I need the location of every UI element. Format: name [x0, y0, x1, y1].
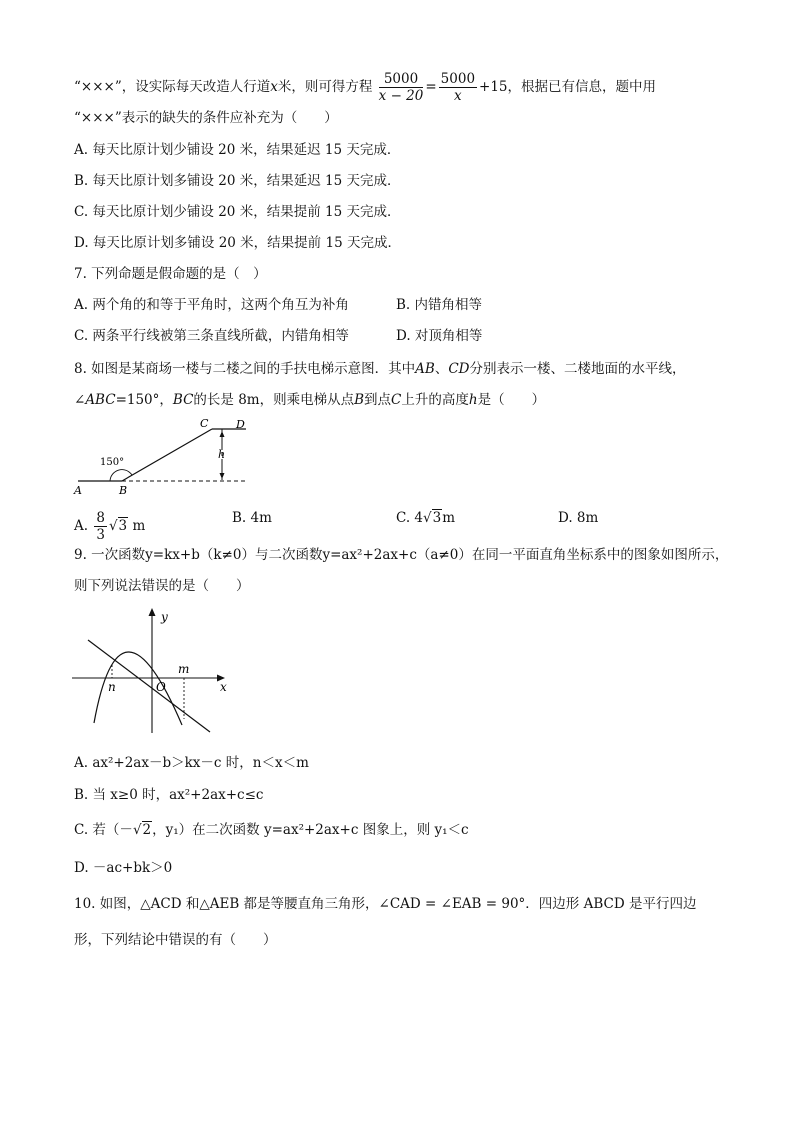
q8-label-c: C — [200, 417, 209, 430]
q7-option-a: A. 两个角的和等于平角时，这两个角互为补角 — [74, 297, 349, 313]
q10-stem-line1: 10. 如图，△ACD 和△AEB 都是等腰直角三角形，∠CAD = ∠EAB = 90°．四边形 ABCD 是平行四边 — [74, 896, 697, 912]
q8-option-c-unit: m — [442, 510, 456, 526]
q6-numerator-2: 5000 — [440, 71, 476, 87]
q6-tail: +15，根据已有信息，题中用 — [479, 79, 657, 95]
q6-option-a: A. 每天比原计划少铺设 20 米，结果延迟 15 天完成． — [74, 142, 401, 158]
q8-option-c-root-sign: √ — [423, 510, 432, 526]
q8-label-h: h — [218, 448, 226, 461]
q6-option-b: B. 每天比原计划多铺设 20 米，结果延迟 15 天完成． — [74, 173, 401, 189]
q8-h: h — [468, 392, 478, 408]
q8-sep: 、 — [434, 361, 449, 377]
q8-point-c: C — [391, 392, 402, 408]
q6-stem-line1 — [74, 71, 656, 104]
q9-y-axis-arrowhead — [149, 608, 156, 616]
q8-escalator-bc — [122, 429, 212, 481]
q10-stem-line2: 形，下列结论中错误的有（ ） — [74, 932, 277, 948]
q8-option-b: B. 4m — [232, 510, 272, 526]
q8-ab: AB — [415, 361, 435, 377]
q9-option-c-root-sign: √ — [132, 822, 142, 838]
q8-line2-e: 上升的高度 — [401, 392, 469, 408]
q6-mid: 米，则可得方程 — [277, 79, 373, 95]
q8-option-c-radicand: 3 — [432, 510, 442, 526]
q6-option-d: D. 每天比原计划多铺设 20 米，结果提前 15 天完成． — [74, 235, 401, 251]
q8-angle-arc — [110, 470, 132, 481]
q6-var-x: x — [270, 79, 278, 95]
q8-option-a-prefix: A. — [74, 518, 89, 534]
q8-line2-d: 到点 — [364, 392, 392, 408]
q6-stem-line2: “×××”表示的缺失的条件应补充为（ ） — [74, 110, 338, 126]
q8-option-d: D. 8m — [558, 510, 599, 526]
q8-option-a-fraction — [94, 510, 107, 543]
q6-fraction-1 — [379, 71, 424, 104]
q7-option-c: C. 两条平行线被第三条直线所截，内错角相等 — [74, 328, 349, 344]
q8-h-arrowhead-up — [220, 431, 225, 437]
q6-fraction-2 — [439, 71, 477, 104]
q9-graph-figure — [70, 605, 235, 735]
q8-label-b: B — [119, 484, 128, 497]
q6-denominator-2: x — [454, 88, 462, 104]
q6-numerator-1: 5000 — [379, 71, 424, 88]
q9-option-d: D. －ac+bk＞0 — [74, 860, 173, 876]
q6-denominator-1: x − 20 — [378, 88, 424, 104]
q8-option-a-unit: m — [132, 518, 146, 534]
q8-bc: BC — [172, 392, 194, 408]
q8-line2-f: 是（ ） — [477, 392, 546, 408]
q8-stem-line2 — [74, 390, 545, 410]
q8-label-a: A — [74, 484, 82, 497]
q9-label-n: n — [108, 680, 116, 694]
q8-option-c — [396, 508, 455, 528]
q8-stem-text-b: 分别表示一楼、二楼地面的水平线， — [469, 361, 686, 377]
q8-option-a-denominator: 3 — [96, 527, 105, 543]
q8-cd: CD — [448, 361, 470, 377]
q8-label-d: D — [236, 418, 245, 431]
q8-option-a — [74, 510, 145, 543]
q8-h-arrowhead-down — [220, 473, 225, 479]
q8-option-a-root-sign: √ — [108, 518, 118, 534]
q7-option-d: D. 对顶角相等 — [396, 328, 483, 344]
q9-label-x: x — [220, 680, 227, 694]
q8-option-a-radicand: 3 — [118, 518, 128, 534]
q8-line2-c: 的长是 8m，则乘电梯从点 — [193, 392, 355, 408]
q7-option-b: B. 内错角相等 — [396, 297, 483, 313]
q7-stem: 7. 下列命题是假命题的是（ ） — [74, 266, 267, 282]
q8-angle-label: 150° — [100, 457, 125, 468]
q9-label-y: y — [161, 610, 168, 624]
q8-escalator-figure — [70, 415, 260, 500]
q9-stem-line1: 9. 一次函数y=kx+b（k≠0）与二次函数y=ax²+2ax+c（a≠0）在同一平面直角坐标系中的图象如图所示， — [74, 547, 729, 563]
q8-abc: ABC — [85, 392, 116, 408]
q8-stem-text-a: 8. 如图是某商场一楼与二楼之间的手扶电梯示意图．其中 — [74, 361, 416, 377]
q8-option-c-prefix: C. 4 — [396, 510, 424, 526]
q9-label-m: m — [178, 662, 190, 676]
q8-stem-line1 — [74, 359, 686, 379]
q9-option-a: A. ax²+2ax－b＞kx－c 时，n＜x＜m — [74, 755, 309, 771]
q9-option-c-radicand: 2 — [142, 822, 152, 838]
q9-option-b: B. 当 x≥0 时，ax²+2ax+c≤c — [74, 787, 264, 803]
q9-option-c — [74, 820, 469, 840]
q9-stem-line2: 则下列说法错误的是（ ） — [74, 578, 250, 594]
q8-angle-sign: ∠ — [74, 392, 86, 408]
q6-lead: “×××”，设实际每天改造人行道 — [74, 79, 271, 95]
q9-linear-line — [88, 640, 210, 732]
q6-option-c: C. 每天比原计划少铺设 20 米，结果提前 15 天完成． — [74, 204, 401, 220]
q9-label-o: O — [156, 680, 166, 694]
q8-point-b: B — [354, 392, 365, 408]
q6-equals: = — [425, 79, 437, 95]
q9-option-c-text-b: ，y₁）在二次函数 y=ax²+2ax+c 图象上，则 y₁＜c — [152, 822, 469, 838]
q9-option-c-text-a: C. 若（－ — [74, 822, 133, 838]
q8-option-a-numerator: 8 — [96, 510, 105, 526]
q8-line2-b: =150°， — [115, 392, 173, 408]
